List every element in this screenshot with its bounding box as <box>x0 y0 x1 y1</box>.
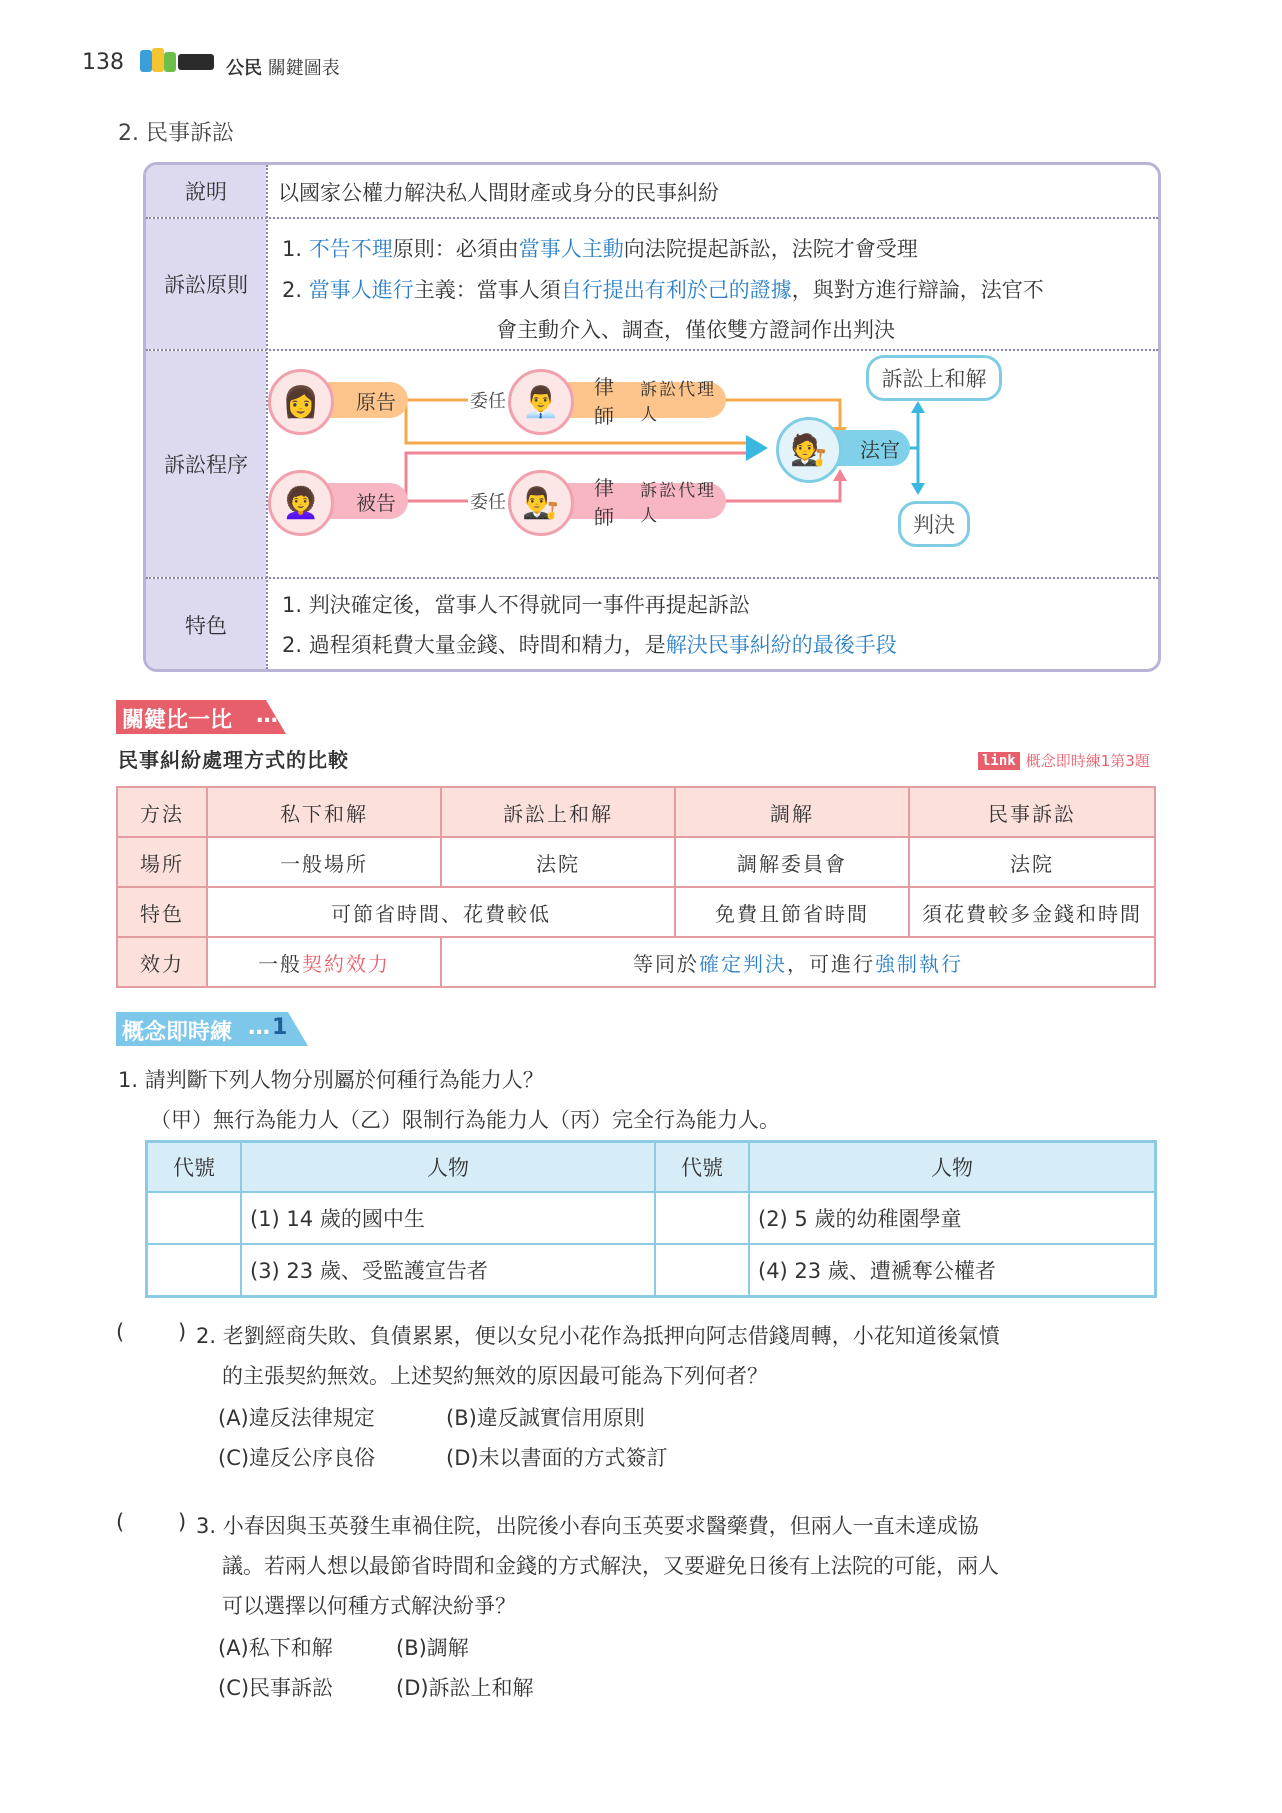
section-title: 2. 民事訴訟 <box>118 121 234 146</box>
table-row <box>147 1142 1156 1193</box>
book-title: 公民 關鍵圖表 <box>226 58 340 79</box>
defendant-avatar-icon: 👩‍🦱 <box>268 470 334 536</box>
table-cell: 等同於確定判決，可進行強制執行 <box>441 937 1155 987</box>
question-1-options: （甲）無行為能力人（乙）限制行為能力人（丙）完全行為能力人。 <box>150 1108 780 1132</box>
link-reference[interactable] <box>978 750 1150 771</box>
answer-cell[interactable] <box>655 1244 749 1297</box>
option-c[interactable]: (C)民事訴訟 <box>218 1676 334 1700</box>
table-cell: 法院 <box>909 837 1155 887</box>
table-header-cell: 代號 <box>655 1142 749 1193</box>
compare-banner: 關鍵比一比 <box>122 708 233 733</box>
practice-banner-number: 1 <box>272 1015 288 1040</box>
answer-paren-close: ) <box>178 1320 187 1344</box>
table-row <box>117 837 1155 887</box>
table-header-cell: 方法 <box>117 787 207 837</box>
lawyer-avatar-icon: 👨‍💼 <box>508 369 574 435</box>
answer-paren-open[interactable]: ( <box>116 1320 125 1344</box>
lawyer-avatar-icon: 👨‍⚖️ <box>508 470 574 536</box>
option-d[interactable]: (D)訴訟上和解 <box>396 1676 534 1700</box>
table-row <box>117 937 1155 987</box>
judgment-box: 判決 <box>898 501 970 547</box>
delegate-label-bottom: 委任 <box>468 488 508 514</box>
table-cell: 須花費較多金錢和時間 <box>909 887 1155 937</box>
question-2-line-1: 2. 老劉經商失敗、負債累累，便以女兒小花作為抵押向阿志借錢周轉，小花知道後氣憤 <box>196 1324 1000 1348</box>
table-row <box>147 1244 1156 1297</box>
row-divider <box>146 217 1158 219</box>
table-cell: 可節省時間、花費較低 <box>207 887 675 937</box>
principle-line-2: 2. 當事人進行主義：當事人須自行提出有利於己的證據，與對方進行辯論，法官不 <box>282 278 1044 302</box>
defendant-pill: 被告 <box>312 483 408 519</box>
option-b[interactable]: (B)違反誠實信用原則 <box>446 1406 645 1430</box>
table-cell: 一般契約效力 <box>207 937 441 987</box>
plaintiff-avatar-icon: 👩 <box>268 369 334 435</box>
table-header-cell: 人物 <box>241 1142 655 1193</box>
table-header-cell: 訴訟上和解 <box>441 787 675 837</box>
practice-table <box>145 1140 1157 1298</box>
option-d[interactable]: (D)未以書面的方式簽訂 <box>446 1446 668 1470</box>
table-header-cell: 人物 <box>749 1142 1156 1193</box>
table-cell: 法院 <box>441 837 675 887</box>
table-cell: (3) 23 歲、受監護宣告者 <box>241 1244 655 1297</box>
table-row <box>147 1192 1156 1244</box>
answer-paren-close: ) <box>178 1510 187 1534</box>
question-1: 1. 請判斷下列人物分別屬於何種行為能力人？ <box>118 1068 544 1092</box>
question-2-line-2: 的主張契約無效。上述契約無效的原因最可能為下列何者？ <box>222 1364 768 1388</box>
question-3-line-1: 3. 小春因與玉英發生車禍住院，出院後小春向玉英要求醫藥費，但兩人一直未達成協 <box>196 1514 979 1538</box>
answer-paren-open[interactable]: ( <box>116 1510 125 1534</box>
option-c[interactable]: (C)違反公序良俗 <box>218 1446 376 1470</box>
answer-cell[interactable] <box>147 1244 242 1297</box>
lawyer-pill-bottom: 律師 訴訟代理人 <box>550 483 726 519</box>
label-description: 說明 <box>146 165 266 217</box>
answer-cell[interactable] <box>655 1192 749 1244</box>
table-cell: (2) 5 歲的幼稚園學童 <box>749 1192 1156 1244</box>
principle-line-1: 1. 不告不理原則：必須由當事人主動向法院提起訴訟，法院才會受理 <box>282 237 918 261</box>
table-header-cell: 調解 <box>675 787 909 837</box>
answer-cell[interactable] <box>147 1192 242 1244</box>
table-cell: (4) 23 歲、遭褫奪公權者 <box>749 1244 1156 1297</box>
settlement-box: 訴訟上和解 <box>866 355 1002 401</box>
option-b[interactable]: (B)調解 <box>396 1636 469 1660</box>
table-row <box>117 887 1155 937</box>
page-number: 138 <box>82 50 124 75</box>
principle-line-3: 會主動介入、調查，僅依雙方證詞作出判決 <box>496 318 895 342</box>
banner-ellipsis: … <box>256 703 278 728</box>
option-a[interactable]: (A)私下和解 <box>218 1636 333 1660</box>
plaintiff-pill: 原告 <box>312 382 408 418</box>
table-header-cell: 私下和解 <box>207 787 441 837</box>
judge-avatar-icon: 🧑‍⚖️ <box>776 417 842 483</box>
label-procedure: 訴訟程序 <box>146 351 266 577</box>
description-text: 以國家公權力解決私人間財產或身分的民事糾紛 <box>278 181 719 205</box>
table-header-cell: 代號 <box>147 1142 242 1193</box>
question-3-line-3: 可以選擇以何種方式解決紛爭？ <box>222 1594 516 1618</box>
table-cell: (1) 14 歲的國中生 <box>241 1192 655 1244</box>
table-row <box>117 787 1155 837</box>
table-cell: 調解委員會 <box>675 837 909 887</box>
table-cell: 場所 <box>117 837 207 887</box>
series-logo <box>138 44 218 78</box>
table-cell: 一般場所 <box>207 837 441 887</box>
table-cell: 效力 <box>117 937 207 987</box>
lawyer-pill-top: 律師 訴訟代理人 <box>550 382 726 418</box>
option-a[interactable]: (A)違反法律規定 <box>218 1406 375 1430</box>
delegate-label-top: 委任 <box>468 387 508 413</box>
judge-pill: 法官 <box>816 430 910 466</box>
label-principle: 訴訟原則 <box>146 219 266 349</box>
compare-subtitle: 民事糾紛處理方式的比較 <box>118 748 349 772</box>
table-header-cell: 民事訴訟 <box>909 787 1155 837</box>
banner-ellipsis: … <box>248 1015 270 1040</box>
table-cell: 特色 <box>117 887 207 937</box>
row-divider <box>146 577 1158 579</box>
feature-line-2: 2. 過程須耗費大量金錢、時間和精力，是解決民事糾紛的最後手段 <box>282 633 897 657</box>
link-badge: link <box>978 752 1020 770</box>
link-text: 概念即時練1第3題 <box>1025 752 1150 770</box>
compare-table <box>116 786 1156 988</box>
question-3-line-2: 議。若兩人想以最節省時間和金錢的方式解決，又要避免日後有上法院的可能，兩人 <box>222 1554 999 1578</box>
civil-litigation-box <box>143 162 1161 672</box>
feature-line-1: 1. 判決確定後，當事人不得就同一事件再提起訴訟 <box>282 593 750 617</box>
label-feature: 特色 <box>146 579 266 671</box>
practice-banner: 概念即時練 <box>122 1020 233 1045</box>
table-cell: 免費且節省時間 <box>675 887 909 937</box>
